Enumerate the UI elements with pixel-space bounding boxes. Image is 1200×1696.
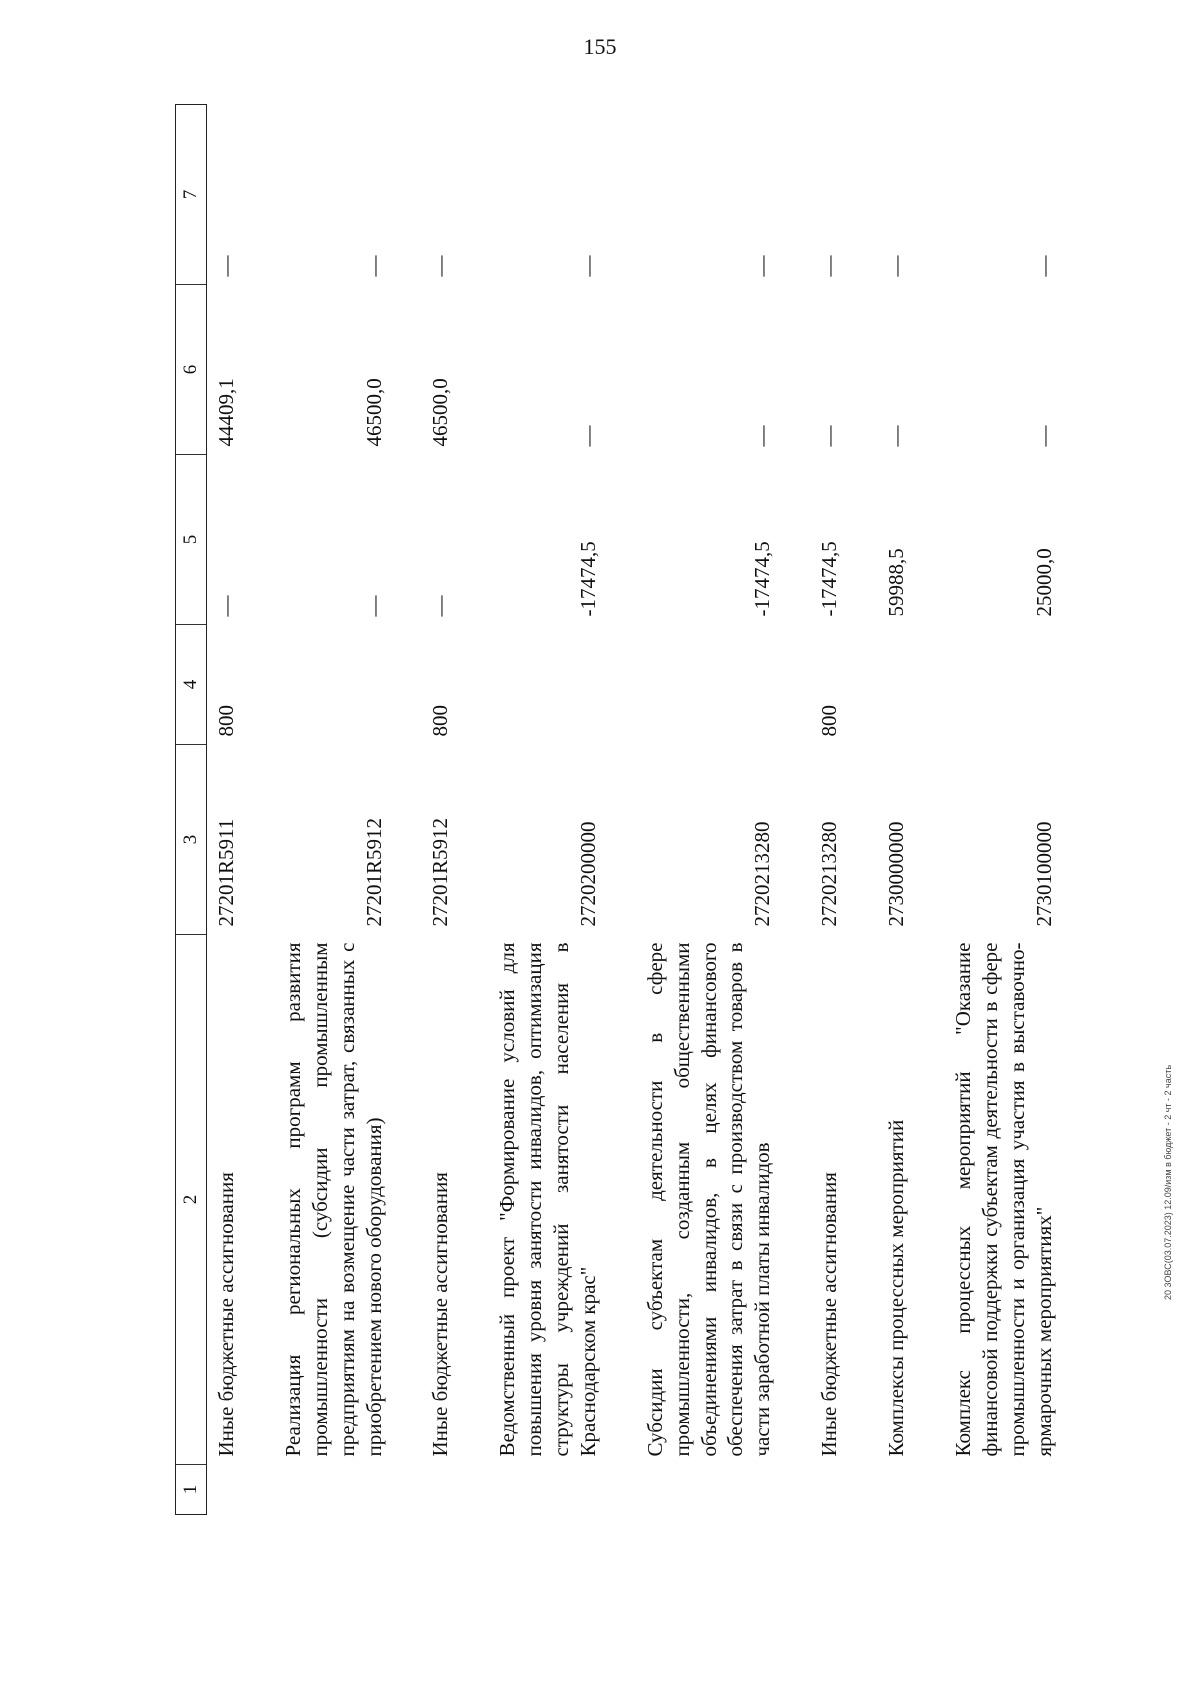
row-col5: — bbox=[214, 595, 238, 617]
row-vr bbox=[877, 625, 916, 745]
row-col7: — bbox=[817, 255, 842, 277]
row-col5: 25000,0 bbox=[1031, 548, 1056, 617]
row-name: Комплекс процессных мероприятий "Оказание финансовой поддержки субъектам деятельности в сфере промышленности и организация участия в выставочно-ярмарочных мероприятиях" bbox=[950, 942, 1056, 1457]
row-col5: -17474,5 bbox=[575, 541, 600, 617]
row-col6: 46500,0 bbox=[361, 378, 386, 447]
row-name: Субсидии субъектам деятельности в сфере промышленности, созданным общественными объединениями инвалидов, в целях финансового обеспечения затрат в связи с производством товаров в части заработной платы инвалидов bbox=[642, 942, 775, 1457]
row-code: 27201R5912 bbox=[361, 817, 386, 927]
row-col6: — bbox=[817, 425, 842, 447]
row-name: Иные бюджетные ассигнования bbox=[817, 1172, 842, 1457]
header-row bbox=[176, 105, 207, 1515]
row-name: Иные бюджетные ассигнования bbox=[214, 1172, 238, 1457]
row-vr: 800 bbox=[428, 705, 453, 737]
header-col-7: 7 bbox=[176, 105, 207, 285]
row-col6: — bbox=[884, 425, 908, 447]
budget-table bbox=[175, 104, 1063, 1515]
row-col5: -17474,5 bbox=[750, 541, 775, 617]
header-col-3: 3 bbox=[176, 745, 207, 935]
row-name: Комплексы процессных мероприятий bbox=[884, 1119, 908, 1457]
row-col7: — bbox=[1031, 255, 1056, 277]
rotated-table-container bbox=[175, 105, 1063, 1515]
row-vr bbox=[488, 625, 608, 745]
row-name: Иные бюджетные ассигнования bbox=[428, 1172, 453, 1457]
row-code: 2720213280 bbox=[750, 821, 775, 927]
header-col-4: 4 bbox=[176, 625, 207, 745]
header-col-2: 2 bbox=[176, 935, 207, 1465]
row-code: 2730000000 bbox=[884, 821, 908, 927]
header-col-1: 1 bbox=[176, 1465, 207, 1515]
row-code: 2720200000 bbox=[575, 821, 600, 927]
row-vr bbox=[944, 625, 1064, 745]
row-col5: — bbox=[361, 595, 386, 617]
row-vr bbox=[274, 625, 394, 745]
row-code: 2730100000 bbox=[1031, 821, 1056, 927]
table-row bbox=[877, 105, 916, 1515]
row-col6: — bbox=[575, 425, 600, 447]
row-col7: — bbox=[884, 255, 908, 277]
header-col-5: 5 bbox=[176, 455, 207, 625]
row-vr: 800 bbox=[817, 705, 842, 737]
row-col6: 44409,1 bbox=[214, 378, 238, 447]
page-number: 155 bbox=[583, 34, 617, 59]
row-vr: 800 bbox=[214, 705, 238, 737]
row-code: 2720213280 bbox=[817, 821, 842, 927]
table-row bbox=[944, 105, 1064, 1515]
table-row bbox=[488, 105, 608, 1515]
row-col7: — bbox=[214, 255, 238, 277]
table-row bbox=[421, 105, 460, 1515]
row-col5: 59988,5 bbox=[884, 548, 908, 617]
table-row bbox=[207, 105, 246, 1515]
row-col5: — bbox=[428, 595, 453, 617]
row-col7: — bbox=[750, 255, 775, 277]
row-col7: — bbox=[575, 255, 600, 277]
row-col6: 46500,0 bbox=[428, 378, 453, 447]
table-row bbox=[274, 105, 394, 1515]
table-row bbox=[636, 105, 782, 1515]
footer-note: 20 3ОВС(03.07.2023) 12.09/изм в бюджет - 2 чт - 2 часть bbox=[1163, 1064, 1173, 1300]
row-name: Ведомственный проект "Формирование условий для повышения уровня занятости инвалидов, оптимизация структуры учреждений занятости населения в Краснодарском крас" bbox=[495, 942, 600, 1457]
row-col7: — bbox=[361, 255, 386, 277]
row-vr bbox=[636, 625, 782, 745]
row-code: 27201R5912 bbox=[428, 817, 453, 927]
header-col-6: 6 bbox=[176, 285, 207, 455]
row-col6: — bbox=[1031, 425, 1056, 447]
row-name: Реализация региональных программ развития промышленности (субсидии промышленным предприятиям на возмещение части затрат, связанных с приобретением нового оборудования) bbox=[280, 942, 386, 1457]
row-col7: — bbox=[428, 255, 453, 277]
row-code: 27201R5911 bbox=[214, 818, 238, 927]
table-row bbox=[810, 105, 849, 1515]
row-col5: -17474,5 bbox=[817, 541, 842, 617]
row-col6: — bbox=[750, 425, 775, 447]
